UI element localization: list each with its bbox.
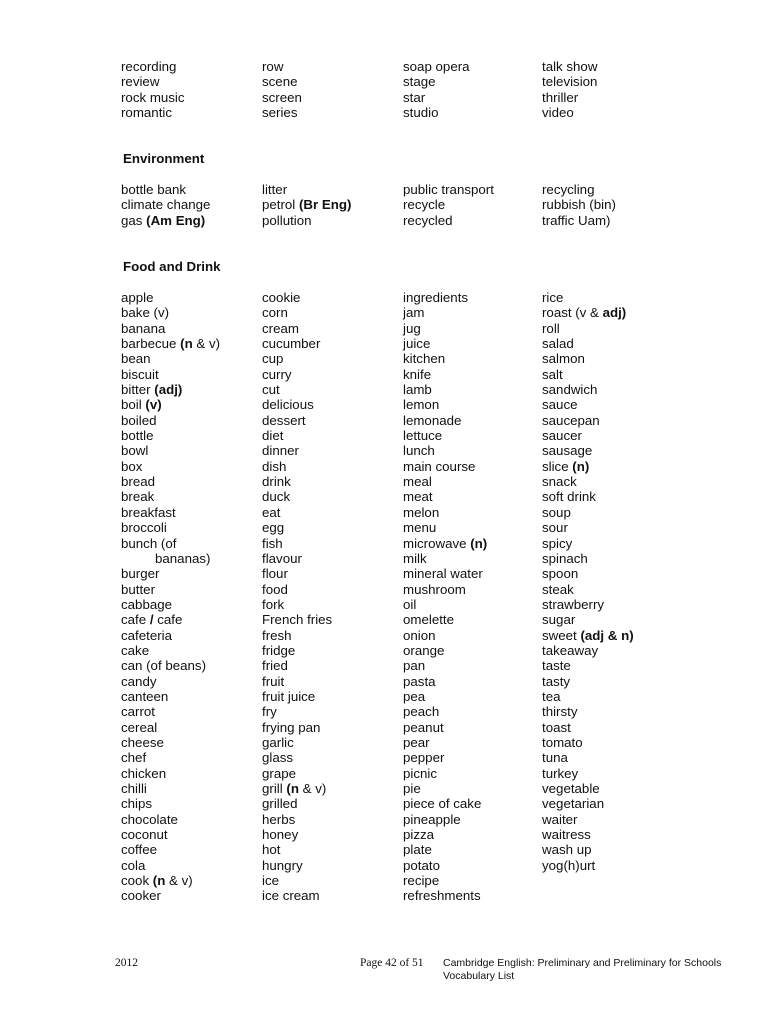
- vocab-word: flavour: [262, 550, 302, 566]
- word-column-2: [262, 59, 302, 120]
- vocab-word: sweet (adj & n): [542, 627, 634, 643]
- vocab-word: cafeteria: [121, 627, 172, 643]
- vocab-word: meal: [403, 474, 432, 490]
- vocab-word: plate: [403, 842, 432, 858]
- vocab-word: mineral water: [403, 566, 483, 582]
- vocab-word: vegetarian: [542, 796, 605, 812]
- vocab-word: curry: [262, 366, 292, 382]
- section-heading-food-and-drink: Food and Drink: [123, 259, 221, 274]
- vocab-word: series: [262, 105, 298, 121]
- vocab-word: pie: [403, 781, 421, 796]
- vocab-word: cream: [262, 320, 299, 336]
- vocab-word: bananas): [155, 550, 211, 566]
- vocab-word: pan: [403, 658, 426, 674]
- vocab-word: screen: [262, 89, 302, 105]
- vocab-word: rubbish (bin): [542, 197, 616, 213]
- vocab-word: honey: [262, 827, 299, 843]
- vocab-word: break: [121, 489, 155, 505]
- vocab-word: melon: [403, 504, 440, 520]
- vocab-word: food: [262, 581, 288, 597]
- vocab-word: flour: [262, 566, 288, 582]
- vocab-word: row: [262, 59, 284, 74]
- vocab-word: pollution: [262, 212, 312, 228]
- vocab-word: tea: [542, 688, 561, 704]
- vocab-word: slice (n): [542, 458, 590, 474]
- vocab-word: menu: [403, 520, 437, 536]
- vocab-word: oil: [403, 596, 417, 612]
- vocab-word: mushroom: [403, 581, 466, 597]
- vocab-word: pea: [403, 688, 426, 704]
- vocab-word: turkey: [542, 765, 579, 781]
- section-heading-environment: Environment: [123, 151, 205, 166]
- vocab-word: canteen: [121, 688, 169, 704]
- vocab-word: ice cream: [262, 888, 320, 904]
- vocab-word: sandwich: [542, 382, 598, 398]
- vocab-word: picnic: [403, 765, 437, 781]
- vocab-word: takeaway: [542, 642, 599, 658]
- vocab-word: corn: [262, 305, 288, 321]
- vocab-word: waiter: [542, 811, 578, 827]
- vocab-word: box: [121, 458, 143, 474]
- vocab-word: fry: [262, 704, 277, 720]
- word-column-2: [262, 182, 351, 228]
- word-column-3: [403, 59, 470, 120]
- vocab-word: drink: [262, 474, 291, 490]
- vocab-word: French fries: [262, 612, 333, 628]
- vocab-word: banana: [121, 320, 166, 336]
- vocab-word: knife: [403, 366, 432, 382]
- vocab-word: spinach: [542, 550, 588, 566]
- vocab-word: refreshments: [403, 888, 481, 904]
- vocab-word: television: [542, 74, 598, 90]
- vocab-word: recycled: [403, 212, 453, 228]
- vocab-word: burger: [121, 566, 160, 582]
- vocab-word: potato: [403, 857, 440, 873]
- vocab-word: pepper: [403, 750, 445, 766]
- vocab-word: talk show: [542, 59, 598, 74]
- vocab-word: piece of cake: [403, 796, 482, 812]
- word-column-4: [542, 59, 597, 120]
- vocab-word: orange: [403, 642, 445, 658]
- word-column-1: [121, 59, 185, 120]
- vocab-word: lunch: [403, 443, 435, 459]
- word-column-1: [121, 290, 220, 904]
- vocab-word: petrol (Br Eng): [262, 197, 352, 213]
- vocab-word: bowl: [121, 443, 149, 459]
- vocab-word: sugar: [542, 612, 576, 628]
- vocab-word: jug: [403, 320, 421, 336]
- vocab-word: juice: [403, 336, 431, 352]
- vocab-word: breakfast: [121, 504, 176, 520]
- vocab-word: tomato: [542, 734, 583, 750]
- vocab-word: broccoli: [121, 520, 167, 536]
- vocab-word: bottle bank: [121, 182, 187, 197]
- vocab-word: fried: [262, 658, 288, 674]
- vocab-word: bunch (of: [121, 535, 177, 551]
- footer-year: 2012: [115, 957, 138, 969]
- vocab-word: sauce: [542, 397, 578, 413]
- vocab-word: video: [542, 105, 574, 121]
- vocab-word: strawberry: [542, 596, 605, 612]
- vocab-word: candy: [121, 673, 157, 689]
- vocab-word: sausage: [542, 443, 593, 459]
- vocab-word: salmon: [542, 351, 585, 367]
- vocab-word: lemon: [403, 397, 440, 413]
- vocab-word: peach: [403, 704, 440, 720]
- vocab-word: recipe: [403, 873, 440, 889]
- word-column-2: [262, 290, 332, 904]
- vocab-word: chips: [121, 796, 153, 812]
- vocab-word: gas (Am Eng): [121, 212, 206, 228]
- vocab-word: diet: [262, 428, 284, 444]
- vocab-word: chilli: [121, 781, 147, 796]
- footer-title-line-2: Vocabulary List: [443, 970, 515, 982]
- vocab-word: saucer: [542, 428, 582, 444]
- vocab-word: fruit: [262, 673, 285, 689]
- vocab-word: carrot: [121, 704, 155, 720]
- vocab-word: coconut: [121, 827, 168, 843]
- vocab-word: litter: [262, 182, 288, 197]
- vocab-word: bean: [121, 351, 151, 367]
- vocab-word: fork: [262, 596, 285, 612]
- vocab-word: hot: [262, 842, 281, 858]
- vocab-word: soap opera: [403, 59, 470, 74]
- vocab-word: cut: [262, 382, 280, 398]
- vocab-word: traffic Uam): [542, 212, 611, 228]
- vocab-word: salad: [542, 336, 574, 352]
- vocab-word: pear: [403, 734, 430, 750]
- vocab-word: milk: [403, 550, 427, 566]
- vocab-word: microwave (n): [403, 535, 488, 551]
- vocab-word: biscuit: [121, 366, 159, 382]
- vocab-word: rock music: [121, 89, 185, 105]
- vocab-word: lamb: [403, 382, 432, 398]
- vocab-word: coffee: [121, 842, 157, 858]
- word-column-4: [542, 290, 634, 873]
- vocab-word: herbs: [262, 811, 296, 827]
- footer-title-line-1: Cambridge English: Preliminary and Preliminary for Schools: [443, 957, 722, 969]
- vocab-word: soft drink: [542, 489, 596, 505]
- vocab-word: main course: [403, 458, 476, 474]
- vocab-word: dinner: [262, 443, 299, 459]
- vocab-word: eat: [262, 504, 281, 520]
- vocab-word: spoon: [542, 566, 579, 582]
- vocab-word: taste: [542, 658, 571, 674]
- vocab-word: cafe / cafe: [121, 612, 183, 628]
- vocab-word: yog(h)urt: [542, 857, 596, 873]
- vocab-word: can (of beans): [121, 658, 207, 674]
- vocab-word: recycling: [542, 182, 595, 197]
- vocab-word: recycle: [403, 197, 446, 213]
- vocab-word: pineapple: [403, 811, 461, 827]
- vocab-word: cereal: [121, 719, 158, 735]
- vocab-word: sour: [542, 520, 568, 536]
- vocab-word: wash up: [542, 842, 592, 858]
- vocab-word: delicious: [262, 397, 314, 413]
- vocab-word: pasta: [403, 673, 436, 689]
- vocab-word: chicken: [121, 765, 167, 781]
- footer-document-title: [443, 957, 721, 983]
- vocab-word: cook (n & v): [121, 873, 193, 889]
- vocab-word: ingredients: [403, 290, 469, 305]
- vocab-word: cabbage: [121, 596, 173, 612]
- word-column-4: [542, 182, 616, 228]
- vocab-word: stage: [403, 74, 436, 90]
- vocab-word: bitter (adj): [121, 382, 183, 398]
- vocab-word: hungry: [262, 857, 303, 873]
- vocab-word: grilled: [262, 796, 298, 812]
- vocab-word: dessert: [262, 412, 306, 428]
- vocab-word: romantic: [121, 105, 172, 121]
- vocab-word: saucepan: [542, 412, 600, 428]
- vocab-word: chef: [121, 750, 147, 766]
- vocab-word: boil (v): [121, 397, 162, 413]
- vocab-word: omelette: [403, 612, 454, 628]
- vocab-word: lemonade: [403, 412, 462, 428]
- vocab-word: roll: [542, 320, 560, 336]
- vocab-word: jam: [403, 305, 425, 321]
- vocab-word: dish: [262, 458, 287, 474]
- vocab-word: salt: [542, 366, 563, 382]
- word-column-3: [403, 182, 494, 228]
- vocab-word: roast (v & adj): [542, 305, 627, 321]
- vocab-word: onion: [403, 627, 436, 643]
- vocab-word: apple: [121, 290, 154, 305]
- vocab-word: toast: [542, 719, 571, 735]
- vocab-word: cola: [121, 857, 146, 873]
- vocab-word: boiled: [121, 412, 157, 428]
- vocab-word: review: [121, 74, 160, 90]
- vocab-word: scene: [262, 74, 298, 90]
- vocab-word: pizza: [403, 827, 435, 843]
- vocab-word: frying pan: [262, 719, 321, 735]
- vocab-word: thirsty: [542, 704, 578, 720]
- vocab-word: spicy: [542, 535, 573, 551]
- vocab-word: barbecue (n & v): [121, 336, 221, 352]
- word-column-3: [403, 290, 487, 904]
- vocab-word: butter: [121, 581, 156, 597]
- vocab-word: bake (v): [121, 305, 170, 321]
- vocab-word: glass: [262, 750, 294, 766]
- vocab-word: peanut: [403, 719, 444, 735]
- vocab-word: cucumber: [262, 336, 321, 352]
- vocab-word: star: [403, 89, 426, 105]
- vocab-word: soup: [542, 504, 571, 520]
- footer-page-number: Page 42 of 51: [360, 957, 424, 969]
- vocab-word: cheese: [121, 734, 164, 750]
- vocab-word: egg: [262, 520, 285, 536]
- vocab-word: grape: [262, 765, 297, 781]
- vocab-word: meat: [403, 489, 433, 505]
- vocab-word: grill (n & v): [262, 781, 327, 796]
- vocab-word: tuna: [542, 750, 568, 766]
- vocab-word: cake: [121, 642, 150, 658]
- vocab-word: cup: [262, 351, 284, 367]
- vocab-word: ice: [262, 873, 279, 889]
- vocab-word: duck: [262, 489, 291, 505]
- vocab-word: fridge: [262, 642, 296, 658]
- vocab-word: steak: [542, 581, 574, 597]
- vocab-word: public transport: [403, 182, 494, 197]
- vocab-word: thriller: [542, 89, 579, 105]
- vocab-word: fruit juice: [262, 688, 316, 704]
- vocab-word: fish: [262, 535, 283, 551]
- vocab-word: bottle: [121, 428, 154, 444]
- vocab-word: climate change: [121, 197, 211, 213]
- word-column-1: [121, 182, 210, 228]
- vocab-word: chocolate: [121, 811, 178, 827]
- vocab-word: snack: [542, 474, 577, 490]
- vocab-word: vegetable: [542, 781, 600, 796]
- vocab-word: recording: [121, 59, 177, 74]
- vocab-word: waitress: [542, 827, 591, 843]
- vocab-word: bread: [121, 474, 156, 490]
- vocab-word: studio: [403, 105, 439, 121]
- vocab-word: rice: [542, 290, 564, 305]
- vocab-word: cookie: [262, 290, 301, 305]
- vocab-word: tasty: [542, 673, 571, 689]
- vocab-word: garlic: [262, 734, 294, 750]
- vocab-word: cooker: [121, 888, 161, 904]
- vocab-word: fresh: [262, 627, 292, 643]
- vocab-word: kitchen: [403, 351, 446, 367]
- vocab-word: lettuce: [403, 428, 443, 444]
